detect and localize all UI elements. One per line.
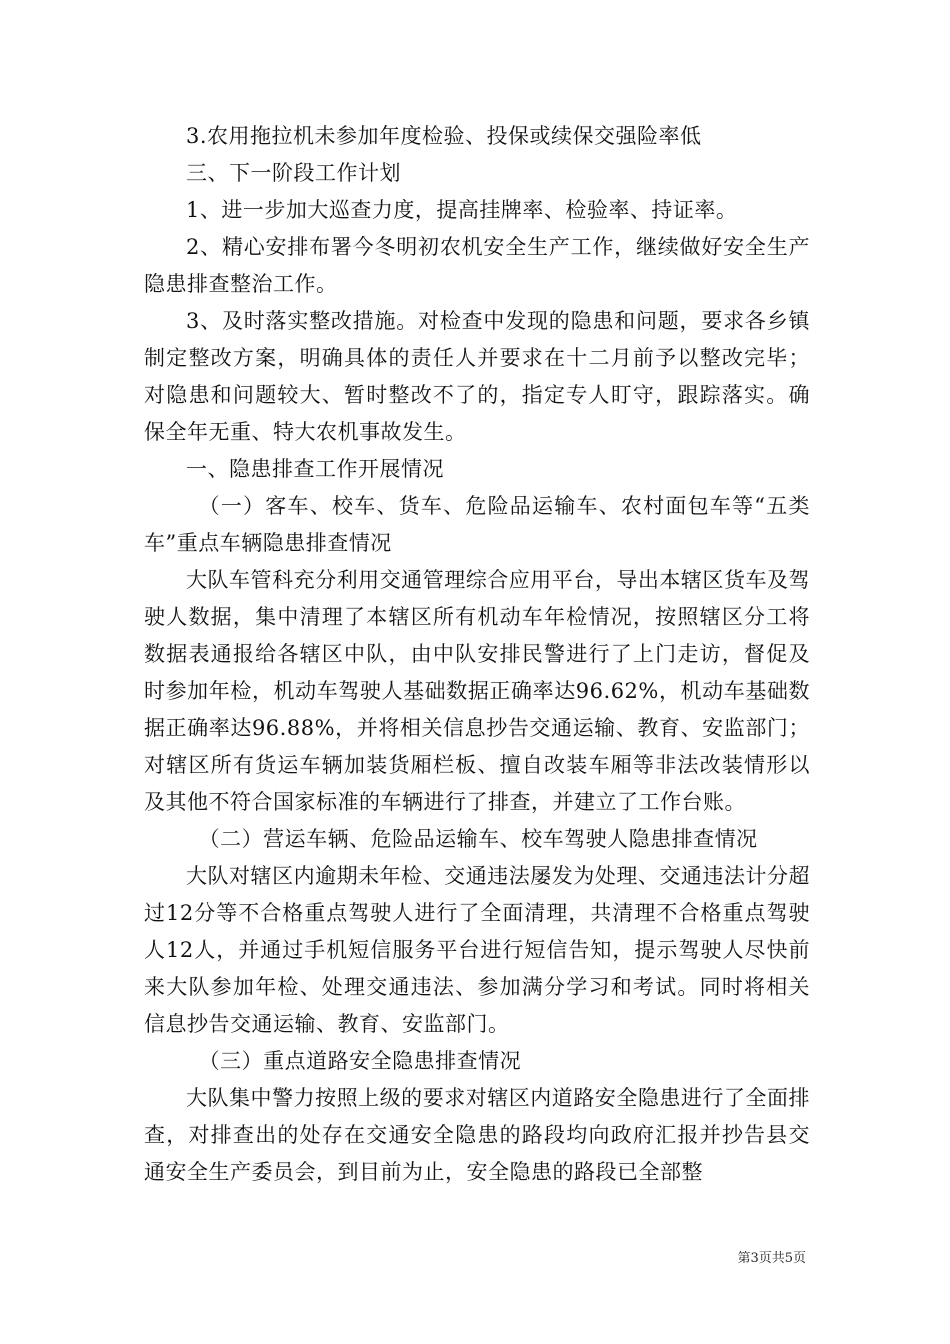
paragraph-drivers: 大队对辖区内逾期未年检、交通违法屡发为处理、交通违法计分超过12分等不合格重点驾驶人进行了全面清理，共清理不合格重点驾驶人12人，并通过手机短信服务平台进行短信告知，提示驾驶人尽快前来大队参加年检、处理交通违法、参加满分学习和考试。同时将相关信息抄告交通运输、教育、安监部门。: [144, 864, 810, 1036]
subsection-heading-drivers: （二）营运车辆、危险品运输车、校车驾驶人隐患排查情况: [198, 827, 758, 851]
document-body: [144, 118, 810, 1191]
plan-item-3: 3、及时落实整改措施。对检查中发现的隐患和问题，要求各乡镇制定整改方案，明确具体的责任人并要求在十二月前予以整改完毕；对隐患和问题较大、暂时整改不了的，指定专人盯守，跟踪落实。确保全年无重、特大农机事故发生。: [144, 309, 810, 444]
plan-item-1: 1、进一步加大巡查力度，提高挂牌率、检验率、持证率。: [186, 198, 738, 222]
paragraph-roads: 大队集中警力按照上级的要求对辖区内道路安全隐患进行了全面排查，对排查出的处存在交通安全隐患的路段均向政府汇报并抄告县交通安全生产委员会，到目前为止，安全隐患的路段已全部整: [144, 1086, 810, 1184]
section-heading-hazard-check: 一、隐患排查工作开展情况: [186, 457, 444, 481]
subsection-heading-roads: （三）重点道路安全隐患排查情况: [198, 1049, 522, 1073]
subsection-heading-vehicles: （一）客车、校车、货车、危险品运输车、农村面包车等“五类车”重点车辆隐患排查情况: [144, 494, 810, 555]
plan-item-2: 2、精心安排布署今冬明初农机安全生产工作，继续做好安全生产隐患排查整治工作。: [144, 235, 810, 296]
section-heading-plan: 三、下一阶段工作计划: [186, 161, 401, 185]
page-indicator: 第3页共5页: [737, 1251, 806, 1266]
paragraph-vehicles: 大队车管科充分利用交通管理综合应用平台，导出本辖区货车及驾驶人数据，集中清理了本辖区所有机动车年检情况，按照辖区分工将数据表通报给各辖区中队，由中队安排民警进行了上门走访，督促及时参加年检，机动车驾驶人基础数据正确率达96.62%，机动车基础数据正确率达96.88%，并将相关信息抄告交通运输、教育、安监部门；对辖区所有货运车辆加装货厢栏板、擅自改装车厢等非法改装情形以及其他不符合国家标准的车辆进行了排查，并建立了工作台账。: [144, 568, 810, 814]
paragraph-item-3: 3.农用拖拉机未参加年度检验、投保或续保交强险率低: [186, 124, 702, 148]
